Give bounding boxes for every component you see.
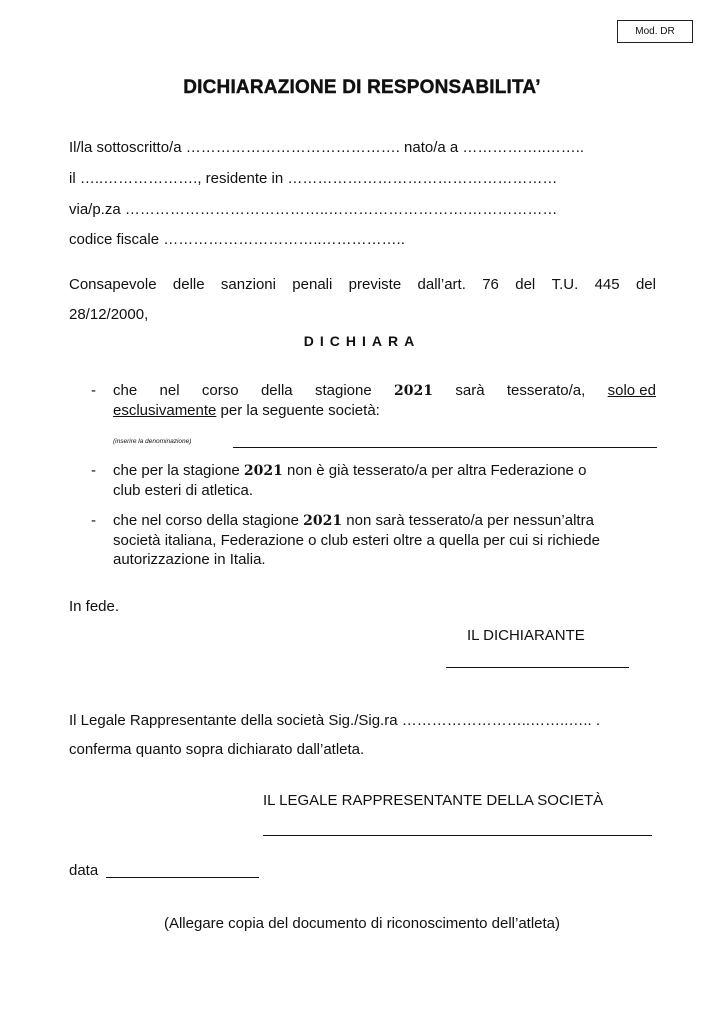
item-three-line-3: autorizzazione in Italia. xyxy=(113,551,266,568)
item-two-line-1: che per la stagione 2021 non è già tesserato/a per altra Federazione o xyxy=(113,462,587,479)
company-name-hint: (inserire la denominazione) xyxy=(113,438,192,445)
legal-rep-signature-line xyxy=(263,835,652,836)
field-line-fiscal-code: codice fiscale …………………………..…………….. xyxy=(69,231,405,248)
date-label: data xyxy=(69,862,99,879)
in-fede: In fede. xyxy=(69,598,120,615)
item-three-line-1: che nel corso della stagione 2021 non sarà tesserato/a per nessun’altra xyxy=(113,512,594,529)
legal-rep-line-2: conferma quanto sopra dichiarato dall’atleta. xyxy=(69,741,365,758)
mod-label: Mod. DR xyxy=(635,26,675,37)
field-line-birth-residence: il …..………………., residente in ……………………………………………… xyxy=(69,170,558,187)
item-three-line-2: società italiana, Federazione o club esteri oltre a quella per cui si richiede xyxy=(113,532,600,549)
date-line xyxy=(106,877,259,878)
legal-rep-line-1: Il Legale Rappresentante della società Sig./Sig.ra ……………………..……..….. . xyxy=(69,712,601,729)
document-title: DICHIARAZIONE DI RESPONSABILITA’ xyxy=(183,77,541,98)
bullet-dash: - xyxy=(91,462,96,479)
field-line-name: Il/la sottoscritto/a ……………………………………. nato/a a ……………..…….. xyxy=(69,139,585,156)
item-one-line-1: che nel corso della stagione 2021 sarà tesserato/a, solo ed xyxy=(113,382,656,399)
mod-label-box xyxy=(617,20,693,43)
item-two-line-2: club esteri di atletica. xyxy=(113,482,254,499)
consapevole-line-1: Consapevole delle sanzioni penali previste dall’art. 76 del T.U. 445 del xyxy=(69,276,656,293)
consapevole-line-2: 28/12/2000, xyxy=(69,306,149,323)
legal-rep-signature-label: IL LEGALE RAPPRESENTANTE DELLA SOCIETÀ xyxy=(263,792,604,809)
bullet-dash: - xyxy=(91,382,96,399)
company-name-line xyxy=(233,447,657,448)
bullet-dash: - xyxy=(91,512,96,529)
attachment-note: (Allegare copia del documento di riconoscimento dell’atleta) xyxy=(163,915,561,932)
declarant-signature-line xyxy=(446,667,629,668)
dichiara-heading: DICHIARA xyxy=(303,333,421,349)
declarant-label: IL DICHIARANTE xyxy=(467,627,585,644)
item-one-line-2: esclusivamente per la seguente società: xyxy=(113,402,380,419)
field-line-address: via/p.za …………………………………..……………………….……………… xyxy=(69,201,558,218)
